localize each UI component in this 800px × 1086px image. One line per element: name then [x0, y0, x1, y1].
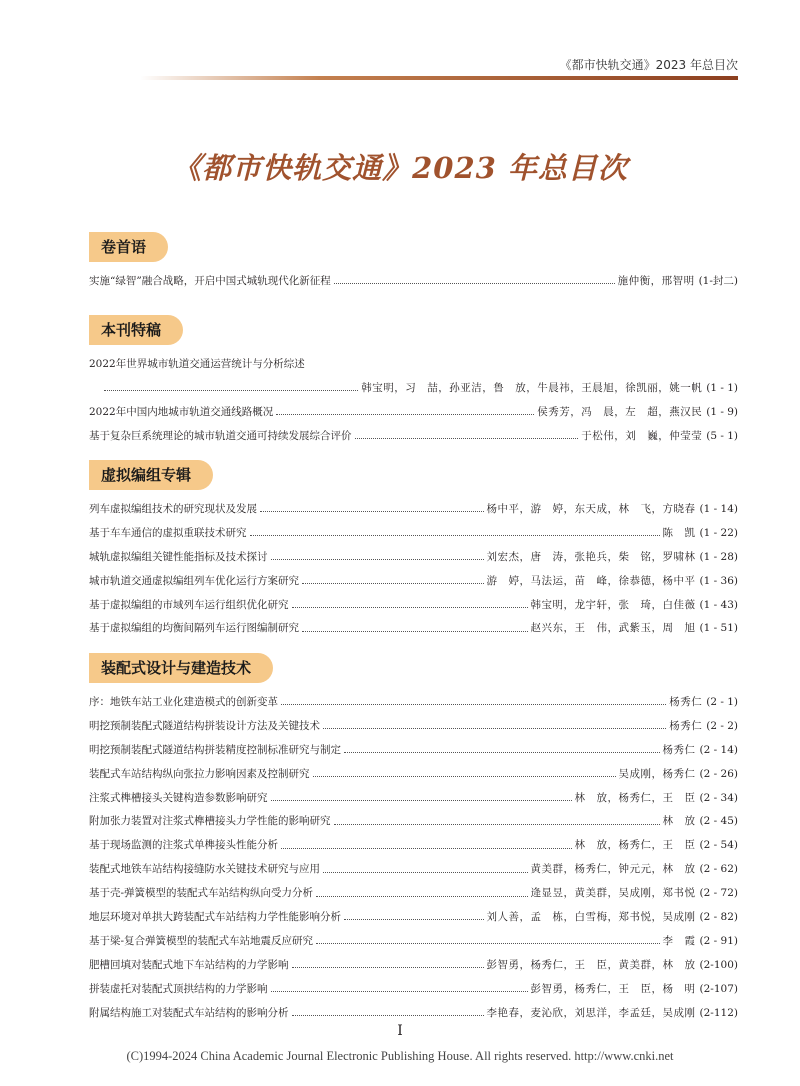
- toc-entry: [89, 377, 738, 401]
- entry-pages: (2 - 82): [699, 911, 738, 924]
- entry-authors: 韩宝明，习 喆，孙亚洁，鲁 放，牛晨祎，王晨旭，徐凯丽，姚一帆: [361, 381, 703, 394]
- entry-authors: 彭智勇，杨秀仁，王 臣，黄美群，林 放: [486, 958, 696, 971]
- entry-title: 实施“绿智”融合战略，开启中国式城轨现代化新征程: [89, 275, 331, 287]
- entry-title: 明挖预制装配式隧道结构拼装设计方法及关键技术: [89, 719, 320, 732]
- entry-authors: 施仲衡，邢智明: [617, 275, 695, 287]
- entry-title: 2022年世界城市轨道交通运营统计与分析综述: [89, 358, 305, 370]
- entry-authors: 赵兴东，王 伟，武紫玉，周 旭: [530, 622, 696, 635]
- entry-title: 地层环境对单拱大跨装配式车站结构力学性能影响分析: [89, 911, 341, 924]
- dot-leader: [334, 824, 660, 825]
- toc-entry: [89, 425, 738, 449]
- entry-title: 基于车车通信的虚拟重联技术研究: [89, 526, 247, 539]
- entry-pages: (5 - 1): [706, 429, 738, 442]
- entry-pages: (1 - 28): [699, 550, 738, 563]
- toc-entry: [89, 546, 738, 570]
- entry-title: 列车虚拟编组技术的研究现状及发展: [89, 503, 257, 515]
- dot-leader: [292, 1015, 484, 1016]
- entry-title: 基于梁-复合弹簧模型的装配式车站地震反应研究: [89, 934, 314, 947]
- toc-entry: [89, 270, 738, 294]
- toc-entry: [89, 954, 738, 978]
- entry-title: 拼装虚托对装配式顶拱结构的力学影响: [89, 982, 268, 995]
- section-benkantegao: [89, 315, 738, 449]
- entry-pages: (1 - 22): [699, 526, 738, 539]
- entry-pages: (1-封二): [698, 275, 738, 287]
- dot-leader: [281, 704, 666, 705]
- dot-leader: [271, 991, 528, 992]
- entry-authors: 吴成刚，杨秀仁: [618, 767, 696, 780]
- entry-authors: 林 放，杨秀仁，王 臣: [574, 791, 696, 804]
- section-xunibianzu: [89, 460, 738, 641]
- entry-authors: 林 放: [662, 815, 696, 828]
- entry-pages: (2-100): [699, 958, 738, 971]
- section-heading: 虚拟编组专辑: [89, 460, 213, 490]
- entry-title: 装配式车站结构纵向张拉力影响因素及控制研究: [89, 767, 310, 780]
- toc-entry: [89, 570, 738, 594]
- toc-entry: [89, 353, 738, 377]
- entry-authors: 侯秀芳，冯 晨，左 超，燕汉民: [537, 405, 703, 418]
- toc-entry: [89, 739, 738, 763]
- section-entries: [89, 353, 738, 449]
- toc-entry: [89, 715, 738, 739]
- entry-authors: 彭智勇，杨秀仁，王 臣，杨 明: [530, 982, 696, 995]
- entry-authors: 于松伟，刘 巍，仲莹莹: [581, 429, 703, 442]
- section-heading: 装配式设计与建造技术: [89, 653, 273, 683]
- running-header: 《都市快轨交通》2023 年总目次: [559, 58, 738, 72]
- toc-entry: [89, 522, 738, 546]
- dot-leader: [323, 728, 666, 729]
- entry-pages: (1 - 43): [699, 598, 738, 611]
- entry-title: 装配式地铁车站结构接缝防水关键技术研究与应用: [89, 863, 320, 876]
- entry-authors: 杨秀仁: [669, 696, 703, 708]
- entry-title: 附加张力装置对注浆式榫槽接头力学性能的影响研究: [89, 815, 331, 828]
- entry-title: 基于壳-弹簧模型的装配式车站结构纵向受力分析: [89, 887, 314, 900]
- dot-leader: [323, 872, 528, 873]
- entry-pages: (2-112): [699, 1006, 738, 1019]
- toc-entry: [89, 882, 738, 906]
- section-zhuangpeishi: [89, 653, 738, 1025]
- entry-authors: 刘人善，孟 栋，白雪梅，郑书悦，吴成刚: [486, 911, 696, 924]
- entry-title: 基于虚拟编组的均衡间隔列车运行图编制研究: [89, 622, 299, 635]
- dot-leader: [271, 559, 484, 560]
- entry-authors: 逄显昱，黄美群，吴成刚，郑书悦: [530, 887, 696, 900]
- entry-authors: 李艳春，麦沁欣，刘思洋，李孟廷，吴成刚: [486, 1006, 696, 1019]
- header-rule: [140, 76, 738, 80]
- toc-entry: [89, 978, 738, 1002]
- entry-pages: (2 - 91): [699, 934, 738, 947]
- dot-leader: [316, 943, 659, 944]
- toc-entry: [89, 498, 738, 522]
- dot-leader: [344, 919, 484, 920]
- entry-title: 基于现场监测的注浆式单榫接头性能分析: [89, 839, 278, 852]
- dot-leader: [292, 967, 484, 968]
- entry-authors: 游 婷，马法运，苗 峰，徐恭德，杨中平: [486, 574, 696, 587]
- dot-leader: [316, 896, 527, 897]
- entry-pages: (2 - 14): [699, 743, 738, 756]
- entry-pages: (2 - 34): [699, 791, 738, 804]
- section-entries: [89, 270, 738, 294]
- section-heading: 卷首语: [89, 232, 168, 262]
- entry-pages: (1 - 14): [699, 503, 738, 515]
- dot-leader: [276, 414, 534, 415]
- toc-entry: [89, 834, 738, 858]
- entry-title: 城轨虚拟编组关键性能指标及技术探讨: [89, 550, 268, 563]
- section-entries: [89, 498, 738, 641]
- page-number: I: [397, 1023, 403, 1039]
- entry-authors: 林 放，杨秀仁，王 臣: [574, 839, 696, 852]
- entry-title: 序：地铁车站工业化建造模式的创新变革: [89, 696, 278, 708]
- dot-leader: [104, 390, 358, 391]
- dot-leader: [292, 607, 528, 608]
- toc-entry: [89, 906, 738, 930]
- entry-title: 基于复杂巨系统理论的城市轨道交通可持续发展综合评价: [89, 429, 352, 442]
- entry-pages: (2 - 62): [699, 863, 738, 876]
- toc-entry: [89, 594, 738, 618]
- toc-entry: [89, 617, 738, 641]
- toc-entry: [89, 810, 738, 834]
- entry-authors: 杨中平，游 婷，东天成，林 飞，方晓春: [486, 503, 696, 515]
- entry-title: 附属结构施工对装配式车站结构的影响分析: [89, 1006, 289, 1019]
- entry-pages: (1 - 9): [706, 405, 738, 418]
- entry-authors: 李 霞: [662, 934, 696, 947]
- dot-leader: [355, 438, 579, 439]
- section-juanshouyu: [89, 232, 738, 294]
- toc-entry: [89, 691, 738, 715]
- entry-pages: (2 - 54): [699, 839, 738, 852]
- entry-authors: 杨秀仁: [669, 719, 703, 732]
- entry-title: 城市轨道交通虚拟编组列车优化运行方案研究: [89, 574, 299, 587]
- section-entries: [89, 691, 738, 1025]
- dot-leader: [302, 583, 484, 584]
- entry-pages: (1 - 36): [699, 574, 738, 587]
- entry-pages: (1 - 1): [706, 381, 738, 394]
- entry-title: 基于虚拟编组的市域列车运行组织优化研究: [89, 598, 289, 611]
- dot-leader: [313, 776, 616, 777]
- entry-authors: 刘宏杰，唐 涛，张艳兵，柴 铭，罗啸林: [486, 550, 696, 563]
- entry-authors: 黄美群，杨秀仁，钟元元，林 放: [530, 863, 696, 876]
- entry-authors: 陈 凯: [662, 526, 696, 539]
- dot-leader: [302, 631, 528, 632]
- entry-pages: (2 - 72): [699, 887, 738, 900]
- entry-authors: 韩宝明，龙宇轩，张 琦，白佳薇: [530, 598, 696, 611]
- toc-entry: [89, 787, 738, 811]
- entry-pages: (1 - 51): [699, 622, 738, 635]
- dot-leader: [271, 800, 572, 801]
- dot-leader: [344, 752, 660, 753]
- toc-entry: [89, 401, 738, 425]
- dot-leader: [260, 511, 484, 512]
- dot-leader: [281, 848, 572, 849]
- toc-entry: [89, 930, 738, 954]
- copyright-footer: (C)1994-2024 China Academic Journal Electronic Publishing House. All rights reserved. http://www.cnki.net: [126, 1049, 674, 1063]
- dot-leader: [250, 535, 660, 536]
- entry-title: 2022年中国内地城市轨道交通线路概况: [89, 405, 274, 418]
- entry-authors: 杨秀仁: [662, 743, 696, 756]
- dot-leader: [334, 283, 615, 284]
- toc-entry: [89, 1002, 738, 1026]
- entry-title: 明挖预制装配式隧道结构拼装精度控制标准研究与制定: [89, 743, 341, 756]
- entry-pages: (2 - 2): [706, 719, 738, 732]
- page-title: 《都市快轨交通》2023 年总目次: [172, 151, 628, 185]
- entry-title: 注浆式榫槽接头关键构造参数影响研究: [89, 791, 268, 804]
- toc-entry: [89, 763, 738, 787]
- entry-pages: (2 - 45): [699, 815, 738, 828]
- toc-entry: [89, 858, 738, 882]
- entry-title: 肥槽回填对装配式地下车站结构的力学影响: [89, 958, 289, 971]
- entry-pages: (2-107): [699, 982, 738, 995]
- entry-pages: (2 - 26): [699, 767, 738, 780]
- section-heading: 本刊特稿: [89, 315, 183, 345]
- entry-pages: (2 - 1): [706, 696, 738, 708]
